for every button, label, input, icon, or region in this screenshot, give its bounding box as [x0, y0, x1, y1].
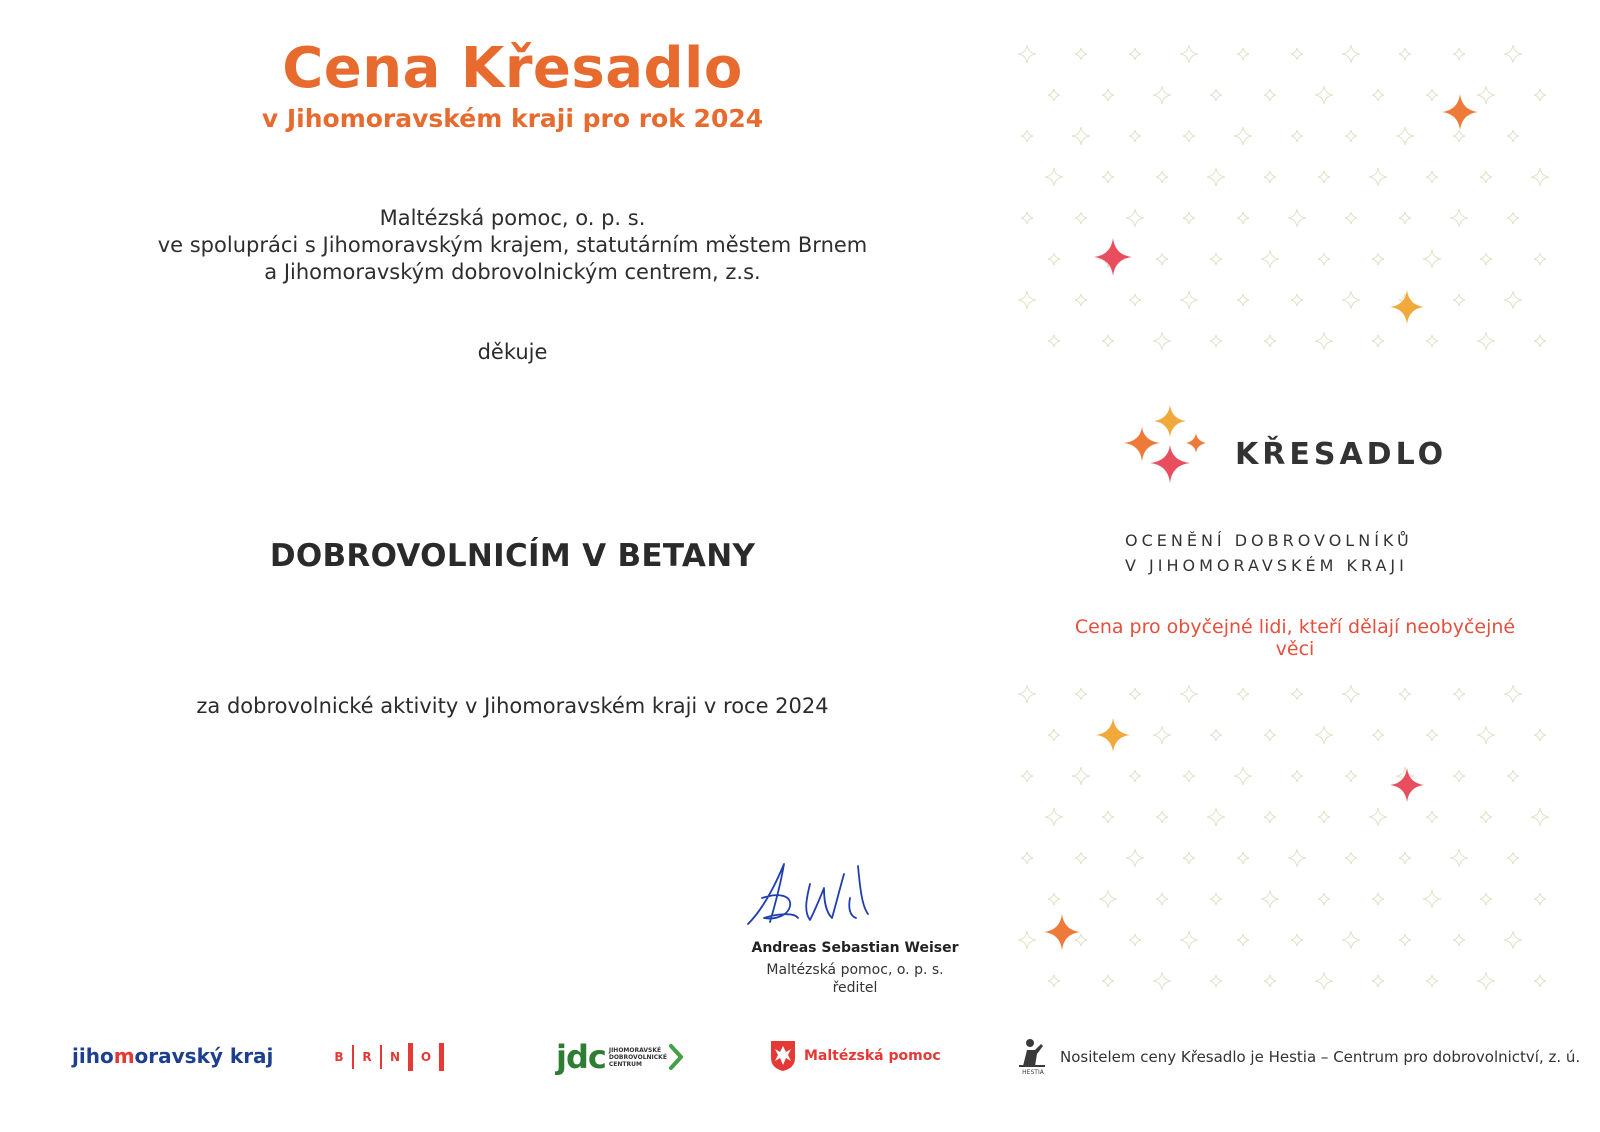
- pattern-sparkle-icon: [1426, 335, 1438, 347]
- pattern-sparkle-icon: [1372, 253, 1384, 265]
- pattern-sparkle-icon: [1399, 212, 1411, 224]
- pattern-sparkle-icon: [1183, 852, 1195, 864]
- pattern-sparkle-icon: [1237, 688, 1249, 700]
- organizer-line-3: a Jihomoravským dobrovolnickým centrem, z.s.: [264, 260, 761, 284]
- pattern-sparkle-icon: [1234, 127, 1252, 145]
- pattern-sparkle-icon: [1534, 89, 1546, 101]
- pattern-sparkle-icon: [1318, 893, 1330, 905]
- pattern-sparkle-icon: [1129, 294, 1141, 306]
- pattern-sparkle-icon: [1399, 688, 1411, 700]
- brand-name: KŘESADLO: [1235, 437, 1448, 472]
- brno-divider: [352, 1045, 354, 1069]
- jmk-logo-part-1: jiho: [72, 1044, 114, 1068]
- pattern-sparkle-icon: [1153, 332, 1171, 350]
- pattern-sparkle-icon: [1534, 893, 1546, 905]
- pattern-sparkle-icon: [1291, 934, 1303, 946]
- pattern-sparkle-icon: [1102, 975, 1114, 987]
- jdc-logo-text: jdc: [556, 1038, 606, 1076]
- pattern-sparkle-icon: [1126, 849, 1144, 867]
- pattern-sparkle-icon: [1342, 685, 1360, 703]
- pattern-sparkle-icon: [1534, 335, 1546, 347]
- pattern-sparkle-icon: [1534, 253, 1546, 265]
- pattern-sparkle-icon: [1453, 294, 1465, 306]
- pattern-sparkle-icon: [1507, 770, 1519, 782]
- pattern-sparkle-icon: [1288, 209, 1306, 227]
- brno-divider: [439, 1043, 444, 1071]
- pattern-sparkle-icon: [1504, 291, 1522, 309]
- jmk-logo-part-2: oravský kraj: [134, 1044, 274, 1068]
- brno-letter: O: [420, 1050, 432, 1064]
- pattern-sparkle-icon: [1072, 767, 1090, 785]
- pattern-sparkle-icon: [1102, 811, 1114, 823]
- pattern-sparkle-icon: [1399, 48, 1411, 60]
- pattern-sparkle-icon: [1048, 729, 1060, 741]
- pattern-sparkle-icon: [1291, 770, 1303, 782]
- pattern-sparkle-icon: [1291, 130, 1303, 142]
- pattern-sparkle-icon: [1180, 931, 1198, 949]
- pattern-sparkle-icon: [1480, 811, 1492, 823]
- pattern-sparkle-icon: [1345, 770, 1357, 782]
- pattern-sparkle-icon: [1291, 688, 1303, 700]
- pattern-sparkle-icon: [1072, 127, 1090, 145]
- pattern-sparkle-icon: [1180, 45, 1198, 63]
- sparkle-star-icon: [1094, 716, 1132, 754]
- pattern-sparkle-icon: [1048, 893, 1060, 905]
- pattern-sparkle-icon: [1210, 893, 1222, 905]
- pattern-sparkle-icon: [1477, 726, 1495, 744]
- certificate-title: Cena Křesadlo: [282, 36, 743, 101]
- pattern-sparkle-icon: [1048, 975, 1060, 987]
- pattern-sparkle-icon: [1237, 48, 1249, 60]
- pattern-sparkle-icon: [1315, 86, 1333, 104]
- pattern-sparkle-icon: [1345, 130, 1357, 142]
- chevron-right-icon: [669, 1044, 683, 1070]
- pattern-sparkle-icon: [1261, 250, 1279, 268]
- pattern-sparkle-icon: [1048, 253, 1060, 265]
- pattern-sparkle-icon: [1210, 89, 1222, 101]
- pattern-sparkle-icon: [1480, 253, 1492, 265]
- pattern-sparkle-icon: [1021, 212, 1033, 224]
- pattern-sparkle-icon: [1315, 332, 1333, 350]
- pattern-sparkle-icon: [1453, 934, 1465, 946]
- jihomoravsky-kraj-logo: [72, 1044, 273, 1068]
- pattern-sparkle-icon: [1021, 770, 1033, 782]
- pattern-sparkle-icon: [1504, 45, 1522, 63]
- sparkle-star-icon: [1092, 236, 1134, 278]
- pattern-sparkle-icon: [1264, 89, 1276, 101]
- organizer-line-2: ve spolupráci s Jihomoravským krajem, statutárním městem Brnem: [157, 233, 868, 257]
- jmk-logo-m: m: [113, 1044, 135, 1068]
- pattern-sparkle-icon: [1531, 808, 1549, 826]
- pattern-sparkle-icon: [1210, 335, 1222, 347]
- pattern-sparkle-icon: [1477, 332, 1495, 350]
- pattern-sparkle-icon: [1372, 335, 1384, 347]
- brno-divider: [408, 1043, 413, 1071]
- pattern-sparkle-icon: [1207, 168, 1225, 186]
- pattern-sparkle-icon: [1369, 808, 1387, 826]
- pattern-sparkle-icon: [1480, 893, 1492, 905]
- pattern-sparkle-icon: [1504, 931, 1522, 949]
- pattern-sparkle-icon: [1180, 291, 1198, 309]
- pattern-sparkle-icon: [1237, 934, 1249, 946]
- pattern-sparkle-icon: [1453, 770, 1465, 782]
- pattern-sparkle-icon: [1102, 335, 1114, 347]
- pattern-sparkle-icon: [1372, 729, 1384, 741]
- pattern-sparkle-icon: [1237, 294, 1249, 306]
- pattern-sparkle-icon: [1318, 811, 1330, 823]
- pattern-sparkle-icon: [1399, 934, 1411, 946]
- recipient-name: DOBROVOLNICÍM V BETANY: [269, 538, 756, 574]
- pattern-sparkle-icon: [1264, 811, 1276, 823]
- pattern-sparkle-icon: [1342, 45, 1360, 63]
- pattern-sparkle-icon: [1099, 890, 1117, 908]
- pattern-sparkle-icon: [1018, 45, 1036, 63]
- sparkle-star-icon: [1440, 92, 1480, 132]
- pattern-sparkle-icon: [1183, 770, 1195, 782]
- signatory-role: ředitel: [832, 980, 878, 996]
- pattern-sparkle-icon: [1342, 931, 1360, 949]
- pattern-sparkle-icon: [1399, 852, 1411, 864]
- pattern-sparkle-icon: [1129, 130, 1141, 142]
- pattern-sparkle-icon: [1423, 250, 1441, 268]
- brno-logo: [332, 1042, 444, 1072]
- pattern-sparkle-icon: [1183, 212, 1195, 224]
- thanks-text: děkuje: [477, 340, 548, 364]
- sparkle-star-icon: [1388, 288, 1426, 326]
- pattern-sparkle-icon: [1342, 291, 1360, 309]
- pattern-sparkle-icon: [1345, 852, 1357, 864]
- pattern-sparkle-icon: [1075, 212, 1087, 224]
- pattern-sparkle-icon: [1372, 975, 1384, 987]
- pattern-sparkle-icon: [1450, 849, 1468, 867]
- pattern-sparkle-icon: [1126, 209, 1144, 227]
- brand-tagline: Cena pro obyčejné lidi, kteří dělají neobyčejné věci: [1074, 616, 1516, 660]
- award-holder-note: Nositelem ceny Křesadlo je Hestia – Centrum pro dobrovolnictví, z. ú.: [1060, 1048, 1581, 1066]
- signatory-name: Andreas Sebastian Weiser: [751, 940, 959, 956]
- pattern-sparkle-icon: [1237, 212, 1249, 224]
- pattern-sparkle-icon: [1264, 729, 1276, 741]
- brno-divider: [380, 1045, 382, 1069]
- pattern-sparkle-icon: [1156, 811, 1168, 823]
- organizer-line-1: Maltézská pomoc, o. p. s.: [379, 206, 646, 230]
- brand-subtitle-line-1: OCENĚNÍ DOBROVOLNÍKŮ: [1125, 531, 1413, 550]
- brno-letter: R: [362, 1050, 372, 1064]
- pattern-sparkle-icon: [1180, 685, 1198, 703]
- pattern-sparkle-icon: [1426, 729, 1438, 741]
- pattern-sparkle-icon: [1507, 852, 1519, 864]
- jdc-logo-subtext: JIHOMORAVSKÉ DOBROVOLNICKÉ CENTRUM: [608, 1046, 667, 1068]
- pattern-sparkle-icon: [1264, 171, 1276, 183]
- pattern-sparkle-icon: [1102, 89, 1114, 101]
- pattern-sparkle-icon: [1477, 972, 1495, 990]
- pattern-sparkle-icon: [1048, 89, 1060, 101]
- pattern-sparkle-icon: [1018, 685, 1036, 703]
- pattern-sparkle-icon: [1129, 688, 1141, 700]
- sparkle-star-icon: [1042, 912, 1082, 952]
- pattern-sparkle-icon: [1237, 852, 1249, 864]
- pattern-sparkle-icon: [1396, 127, 1414, 145]
- pattern-sparkle-icon: [1075, 852, 1087, 864]
- pattern-sparkle-icon: [1153, 972, 1171, 990]
- sparkle-star-icon: [1388, 766, 1426, 804]
- maltezska-pomoc-logo: [770, 1040, 941, 1072]
- pattern-sparkle-icon: [1291, 48, 1303, 60]
- pattern-sparkle-icon: [1102, 171, 1114, 183]
- pattern-sparkle-icon: [1048, 335, 1060, 347]
- pattern-sparkle-icon: [1234, 767, 1252, 785]
- pattern-sparkle-icon: [1075, 688, 1087, 700]
- pattern-sparkle-icon: [1534, 729, 1546, 741]
- pattern-sparkle-icon: [1426, 811, 1438, 823]
- pattern-sparkle-icon: [1264, 335, 1276, 347]
- handwritten-signature: [740, 858, 910, 930]
- pattern-sparkle-icon: [1507, 212, 1519, 224]
- pattern-sparkle-icon: [1531, 168, 1549, 186]
- pattern-sparkle-icon: [1450, 209, 1468, 227]
- pattern-sparkle-icon: [1369, 168, 1387, 186]
- pattern-sparkle-icon: [1423, 890, 1441, 908]
- pattern-sparkle-icon: [1507, 130, 1519, 142]
- pattern-sparkle-icon: [1045, 168, 1063, 186]
- pattern-sparkle-icon: [1372, 89, 1384, 101]
- pattern-sparkle-icon: [1153, 726, 1171, 744]
- pattern-sparkle-icon: [1426, 975, 1438, 987]
- pattern-sparkle-icon: [1021, 852, 1033, 864]
- pattern-sparkle-icon: [1153, 86, 1171, 104]
- jdc-logo: [556, 1038, 683, 1076]
- pattern-sparkle-icon: [1261, 890, 1279, 908]
- pattern-sparkle-icon: [1318, 171, 1330, 183]
- brno-letter: N: [389, 1050, 401, 1064]
- hestia-logo-label: HESTIA: [1022, 1069, 1044, 1076]
- brand-subtitle-line-2: V JIHOMORAVSKÉM KRAJI: [1125, 556, 1408, 575]
- pattern-sparkle-icon: [1291, 294, 1303, 306]
- pattern-sparkle-icon: [1045, 808, 1063, 826]
- maltezska-pomoc-label: Maltézská pomoc: [804, 1048, 941, 1064]
- pattern-sparkle-icon: [1075, 294, 1087, 306]
- pattern-sparkle-icon: [1264, 975, 1276, 987]
- pattern-sparkle-icon: [1129, 48, 1141, 60]
- pattern-sparkle-icon: [1453, 48, 1465, 60]
- pattern-sparkle-icon: [1318, 253, 1330, 265]
- award-reason: za dobrovolnické aktivity v Jihomoravském kraji v roce 2024: [196, 694, 829, 718]
- pattern-sparkle-icon: [1426, 171, 1438, 183]
- pattern-sparkle-icon: [1345, 212, 1357, 224]
- pattern-sparkle-icon: [1480, 171, 1492, 183]
- pattern-sparkle-icon: [1210, 729, 1222, 741]
- pattern-sparkle-icon: [1288, 849, 1306, 867]
- pattern-sparkle-icon: [1183, 130, 1195, 142]
- pattern-sparkle-icon: [1018, 291, 1036, 309]
- pattern-sparkle-icon: [1315, 726, 1333, 744]
- kresadlo-logo-icon: [1124, 405, 1224, 505]
- pattern-sparkle-icon: [1156, 171, 1168, 183]
- hestia-logo-icon: [1015, 1036, 1051, 1076]
- pattern-sparkle-icon: [1453, 688, 1465, 700]
- pattern-sparkle-icon: [1210, 975, 1222, 987]
- pattern-sparkle-icon: [1156, 253, 1168, 265]
- certificate-subtitle: v Jihomoravském kraji pro rok 2024: [261, 104, 764, 133]
- signatory-organization: Maltézská pomoc, o. p. s.: [766, 962, 944, 978]
- pattern-sparkle-icon: [1156, 893, 1168, 905]
- pattern-sparkle-icon: [1129, 934, 1141, 946]
- pattern-sparkle-icon: [1372, 893, 1384, 905]
- pattern-sparkle-icon: [1021, 130, 1033, 142]
- pattern-sparkle-icon: [1129, 770, 1141, 782]
- pattern-sparkle-icon: [1207, 808, 1225, 826]
- maltese-cross-icon: [770, 1040, 796, 1072]
- pattern-sparkle-icon: [1315, 972, 1333, 990]
- pattern-sparkle-icon: [1018, 931, 1036, 949]
- pattern-sparkle-icon: [1534, 975, 1546, 987]
- pattern-sparkle-icon: [1426, 89, 1438, 101]
- pattern-sparkle-icon: [1504, 685, 1522, 703]
- pattern-sparkle-icon: [1210, 253, 1222, 265]
- sparkle-pattern-top: [1015, 40, 1560, 370]
- pattern-sparkle-icon: [1075, 48, 1087, 60]
- brno-letter: B: [334, 1050, 344, 1064]
